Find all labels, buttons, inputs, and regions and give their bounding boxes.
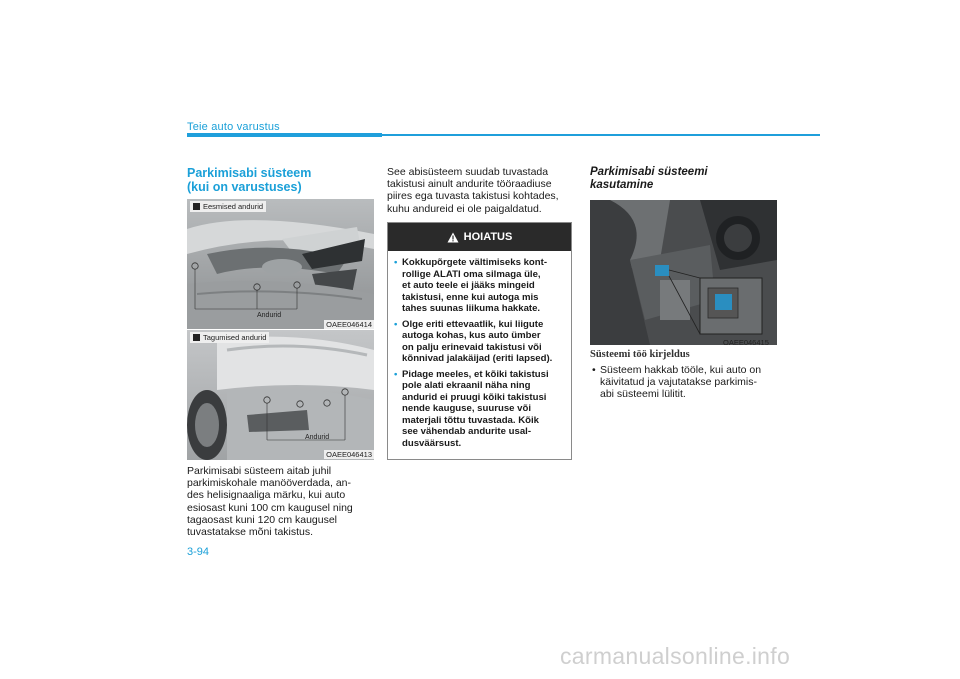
section-title-line: Parkimisabi süsteem: [187, 166, 312, 180]
page-number: 3-94: [187, 546, 210, 558]
front-sensors-label-text: Eesmised andurid: [203, 202, 264, 211]
section-title: [187, 166, 377, 194]
rear-sensors-label: [190, 332, 269, 343]
text-line: Olge eriti ettevaatlik, kui liigute: [402, 318, 544, 330]
text-line: Kokkupõrgete vältimiseks kont-: [402, 257, 548, 268]
subsection-title-line: kasutamine: [590, 179, 654, 191]
rear-image-code: OAEE046413: [326, 450, 372, 459]
front-sensors-callout: Andurid: [257, 312, 282, 319]
watermark: carmanualsonline.info: [560, 643, 791, 669]
text-line: pole alati ekraanil näha ning: [402, 380, 531, 391]
text-line: Parkimisabi süsteem aitab juhil: [187, 465, 332, 477]
subsection-title: [590, 166, 780, 192]
warning-header: [388, 223, 571, 251]
front-image-code: OAEE046414: [326, 320, 372, 329]
warning-triangle-icon: [447, 232, 459, 243]
square-bullet-icon: [193, 203, 200, 210]
text-line: tuvastatakse mõni takistus.: [187, 526, 314, 539]
header-rule-thick: [187, 133, 382, 137]
text-line: on palju erinevaid takistusi või: [402, 341, 542, 353]
text-line: kõnnivad jalakäijad (eriti lapsed).: [402, 353, 553, 364]
front-sensors-label: [190, 201, 266, 212]
operation-bullet: [590, 364, 776, 401]
warning-item: [394, 257, 565, 315]
text-line: autoga kohas, kus auto ümber: [402, 330, 541, 341]
warning-box: [387, 222, 572, 460]
text-line: tahes suunas liikuma hakkate.: [402, 303, 541, 314]
text-line: andurid ei pruugi kõiki takistusi: [402, 391, 547, 403]
warning-item: [394, 369, 565, 450]
rear-sensors-photo: [187, 330, 374, 460]
text-line: rollige ALATI oma silmaga üle,: [402, 268, 541, 280]
rear-sensors-callout: Andurid: [305, 434, 330, 441]
text-line: materjali tõttu tuvastada. Kõik: [402, 414, 540, 426]
middle-intro-paragraph: [387, 166, 574, 215]
text-line: des helisignaaliga märku, kui auto: [187, 489, 346, 502]
text-line: Süsteem hakkab tööle, kui auto on: [600, 364, 762, 376]
warning-title: HOIATUS: [463, 231, 513, 243]
text-line: käivitatud ja vajutatakse parkimis-: [600, 376, 757, 389]
left-body-paragraph: [187, 465, 374, 538]
header-rule-thin: [382, 134, 820, 136]
front-sensors-photo: [187, 199, 374, 329]
bullet-dot-icon: •: [394, 318, 398, 330]
subsection-title-line: Parkimisabi süsteemi: [590, 166, 708, 178]
text-line: kuhu andureid ei ole paigaldatud.: [387, 202, 542, 215]
switch-photo: [590, 200, 777, 345]
text-line: see vähendab andurite usal-: [402, 426, 532, 437]
rear-sensors-label-text: Tagumised andurid: [203, 333, 267, 342]
text-line: piires ega tuvasta takistusi kohtades,: [387, 190, 559, 203]
text-line: tagaosast kuni 120 cm kaugusel: [187, 513, 338, 526]
text-line: takistusi, enne kui autoga mis: [402, 291, 539, 303]
text-line: et auto teele ei jääks mingeid: [402, 280, 535, 291]
text-line: esiosast kuni 100 cm kaugusel ning: [187, 501, 353, 514]
text-line: dusväärsust.: [402, 437, 462, 449]
text-line: abi süsteemi lülitit.: [600, 388, 686, 401]
switch-image-code: OAEE046415: [723, 338, 769, 347]
section-title-line: (kui on varustuses): [187, 180, 302, 194]
text-line: Pidage meeles, et kõiki takistusi: [402, 368, 549, 380]
operation-subheading: Süsteemi töö kirjeldus: [590, 349, 690, 360]
section-header-title: Teie auto varustus: [187, 121, 280, 133]
text-line: parkimiskohale manööverdada, an-: [187, 477, 352, 490]
warning-item: [394, 319, 565, 365]
bullet-dot-icon: •: [592, 364, 596, 376]
square-bullet-icon: [193, 334, 200, 341]
text-line: See abisüsteem suudab tuvastada: [387, 166, 549, 178]
bullet-dot-icon: •: [394, 368, 398, 380]
bullet-dot-icon: •: [394, 257, 398, 268]
text-line: takistusi ainult andurite tööraadiuse: [387, 178, 552, 191]
text-line: nende kauguse, suuruse või: [402, 403, 532, 414]
